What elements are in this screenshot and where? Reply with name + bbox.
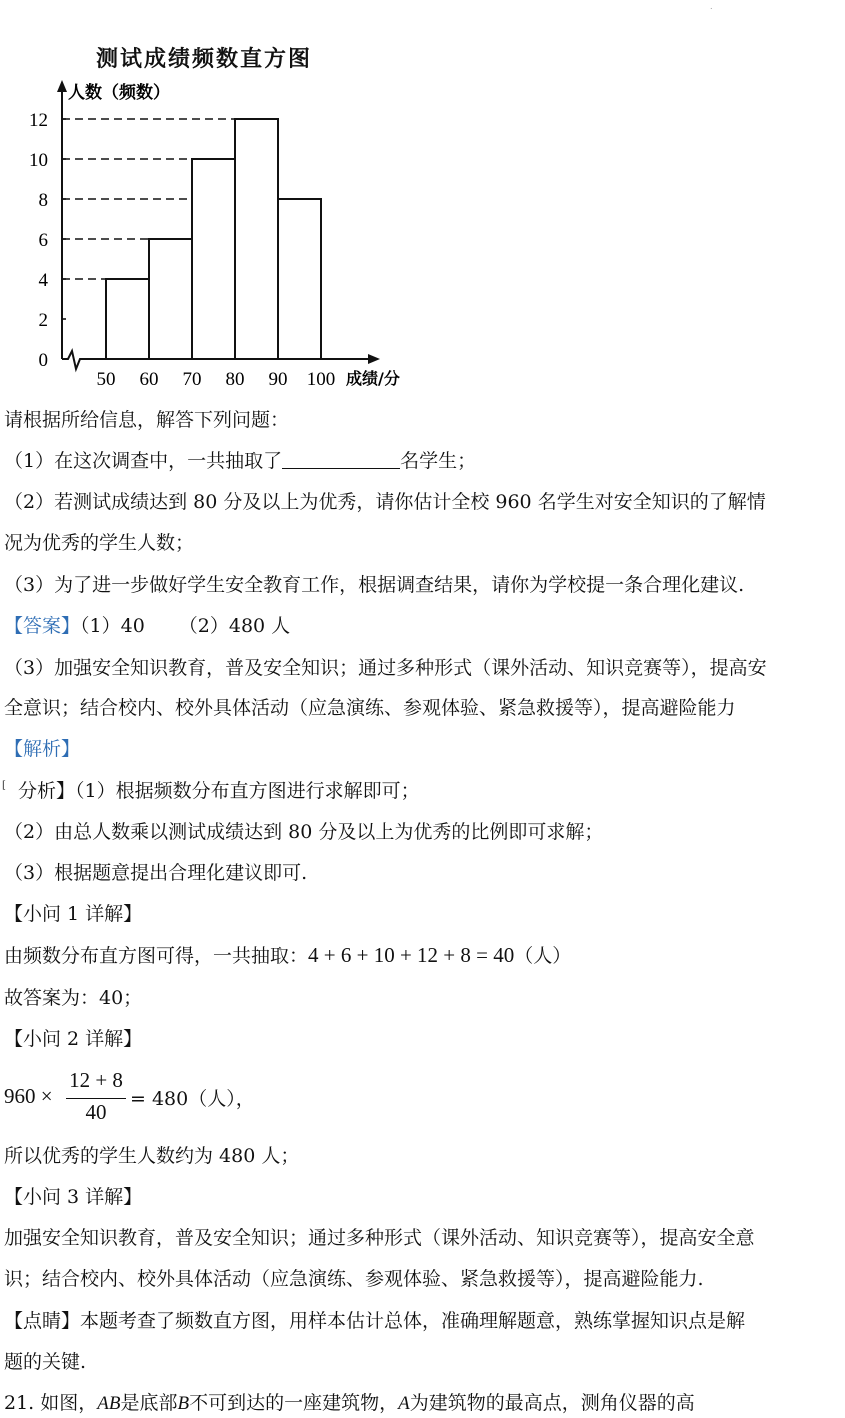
answer-line (4, 612, 840, 640)
q21-number: 21. 如图， (4, 1392, 98, 1414)
answer-3-line-2: 全意识；结合校内、校外具体活动（应急演练、参观体验、紧急救援等），提高避险能力 (4, 697, 736, 719)
sub1-answer: 故答案为：40； (4, 987, 143, 1009)
x-tick-label: 60 (139, 369, 159, 390)
answer-1: （1）40 (80, 615, 145, 637)
question-3: （3）为了进一步做好学生安全教育工作，根据调查结果，请你为学校提一条合理化建议. (4, 574, 745, 596)
y-tick-label: 0 (38, 350, 48, 371)
q1-text-tail: 名学生； (400, 450, 477, 472)
answer-2: （2）480 人 (178, 615, 291, 637)
sub1-pre: 由频数分布直方图可得，一共抽取： (4, 945, 309, 967)
q21-a: A (398, 1393, 410, 1414)
sub2-result: = 480（人）， (130, 1088, 255, 1110)
dianjing-line-1: 【点睛】本题考查了频数直方图，用样本估计总体，准确理解题意，熟练掌握知识点是解 (4, 1310, 746, 1332)
intro-line: 请根据所给信息，解答下列问题： (4, 409, 290, 431)
dianjing-line-2: 题的关键. (4, 1351, 87, 1373)
question-21 (4, 1389, 840, 1418)
answer-3-line-1: （3）加强安全知识教育，普及安全知识；通过多种形式（课外活动、知识竞赛等），提高安 (4, 657, 767, 679)
answer-blank (282, 448, 400, 469)
q21-mid3: 为建筑物的最高点，测角仪器的高 (409, 1392, 695, 1414)
analysis-line-2: （2）由总人数乘以测试成绩达到 80 分及以上为优秀的比例即可求解； (4, 821, 604, 843)
sub1-solution (4, 941, 840, 970)
histogram-svg (0, 30, 430, 390)
sub2-multiplier: 960 × (4, 1084, 53, 1108)
fraction-numerator: 12 + 8 (69, 1068, 123, 1092)
y-tick-label: 8 (38, 190, 48, 211)
sub2-fraction-equation (4, 1068, 404, 1132)
answer-tag: 【答案】 (4, 615, 81, 637)
fraction-denominator: 40 (85, 1100, 107, 1124)
histogram-chart (0, 30, 430, 390)
sub2-answer: 所以优秀的学生人数约为 480 人； (4, 1145, 300, 1167)
histogram-bar (149, 239, 192, 359)
histogram-bar (192, 159, 235, 359)
histogram-bar (106, 279, 149, 359)
y-tick-label: 6 (38, 230, 48, 251)
analysis-line-3: （3）根据题意提出合理化建议即可. (4, 862, 308, 884)
fraction-bar (66, 1098, 126, 1099)
chart-title: 测试成绩频数直方图 (96, 47, 313, 72)
y-tick-label: 4 (38, 270, 48, 291)
x-tick-label: 50 (96, 369, 116, 390)
question-2-line-2: 况为优秀的学生人数； (4, 532, 195, 554)
x-tick-label: 90 (268, 369, 288, 390)
sub1-expression: 4 + 6 + 10 + 12 + 8 = 40 (308, 943, 515, 967)
histogram-bar (235, 119, 278, 359)
sub3-heading: 【小问 3 详解】 (4, 1186, 143, 1208)
y-tick-label: 10 (29, 150, 48, 171)
sub1-post: （人） (514, 945, 572, 967)
sub3-line-2: 识；结合校内、校外具体活动（应急演练、参观体验、紧急救援等），提高避险能力. (4, 1268, 704, 1290)
x-tick-label: 80 (225, 369, 245, 390)
analysis-tag: 【解析】 (4, 738, 81, 760)
histogram-bar (278, 199, 321, 359)
sub2-heading: 【小问 2 详解】 (4, 1028, 143, 1050)
x-tick-label: 70 (182, 369, 202, 390)
q21-mid1: 是底部 (120, 1392, 178, 1414)
q1-text: （1）在这次调查中，一共抽取了 (4, 450, 283, 472)
bracket-artifact: [ (2, 780, 6, 791)
y-tick-label: 12 (29, 110, 48, 131)
sub3-line-1: 加强安全知识教育，普及安全知识；通过多种形式（课外活动、知识竞赛等），提高安全意 (4, 1227, 755, 1249)
y-axis-label: 人数（频数） (68, 83, 170, 103)
x-tick-label: 100 (306, 369, 336, 390)
x-axis-label: 成绩/分 (346, 369, 400, 388)
q21-b: B (177, 1393, 190, 1414)
question-2-line-1: （2）若测试成绩达到 80 分及以上为优秀，请你估计全校 960 名学生对安全知识的了解情 (4, 491, 766, 513)
scan-dot: . (710, 2, 713, 11)
question-1 (4, 447, 840, 475)
x-axis-arrow (368, 354, 380, 364)
sub1-heading: 【小问 1 详解】 (4, 903, 143, 925)
q21-mid2: 不可到达的一座建筑物， (189, 1392, 399, 1414)
q21-ab: AB (97, 1393, 121, 1414)
analysis-line-1: 分析】（1）根据频数分布直方图进行求解即可； (18, 780, 420, 802)
y-tick-label: 2 (38, 310, 48, 331)
y-axis-arrow (57, 80, 67, 92)
